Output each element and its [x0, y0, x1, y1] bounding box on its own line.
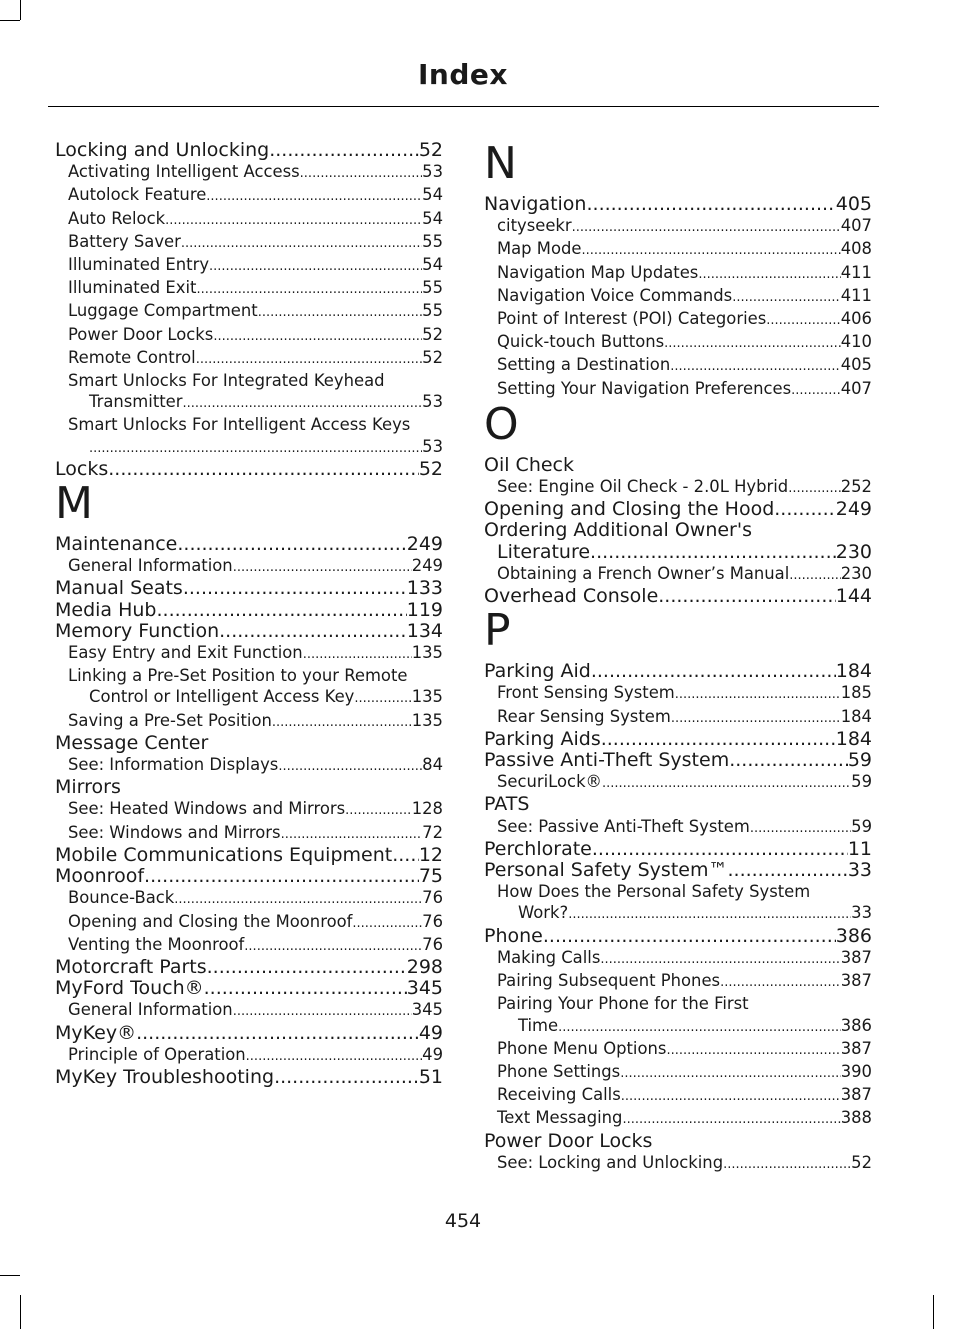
index-entry-heading: PATS — [484, 793, 530, 816]
index-entry[interactable]: Maintenance ..... 249 — [55, 534, 443, 555]
index-subentry[interactable]: Luggage Compartment ..... 55 — [55, 300, 443, 323]
index-subentry[interactable]: Point of Interest (POI) Categories ..... 406 — [484, 308, 872, 331]
index-subentry[interactable]: Phone Menu Options ..... 387 — [484, 1038, 872, 1061]
index-subentry[interactable]: Navigation Voice Commands ..... 411 — [484, 285, 872, 308]
index-subentry[interactable]: Obtaining a French Owner’s Manual ..... 230 — [484, 563, 872, 586]
index-subentry[interactable]: General Information ..... 249 — [55, 555, 443, 578]
index-column-left — [55, 140, 443, 1088]
crop-mark — [0, 20, 20, 21]
index-entry[interactable]: MyKey® ..... 49 — [55, 1023, 443, 1044]
index-entry[interactable]: MyFord Touch® ..... 345 — [55, 978, 443, 999]
index-entry[interactable]: Memory Function ..... 134 — [55, 621, 443, 642]
index-subentry-heading: Pairing Your Phone for the First — [497, 994, 749, 1014]
title-divider — [48, 106, 879, 107]
index-entry[interactable]: Navigation ..... 405 — [484, 194, 872, 215]
index-subentry[interactable]: Phone Settings ..... 390 — [484, 1061, 872, 1084]
index-subentry-heading: Smart Unlocks For Integrated Keyhead — [68, 371, 385, 391]
crop-mark — [933, 1295, 934, 1329]
section-letter: N — [484, 138, 517, 189]
section-letter: P — [484, 605, 511, 657]
index-entry[interactable]: Manual Seats ..... 133 — [55, 578, 443, 599]
index-subentry[interactable]: Opening and Closing the Moonroof ..... 76 — [55, 911, 443, 934]
page-number: 454 — [444, 1210, 482, 1232]
index-subentry[interactable]: See: Windows and Mirrors ..... 72 — [55, 822, 443, 845]
index-subentry-heading: Smart Unlocks For Intelligent Access Keys — [68, 415, 411, 435]
index-subentry[interactable]: Rear Sensing System ..... 184 — [484, 706, 872, 729]
section-letter: O — [484, 398, 519, 450]
index-entry[interactable]: Passive Anti-Theft System ..... 59 — [484, 750, 872, 771]
index-subentry[interactable]: Illuminated Entry ..... 54 — [55, 254, 443, 277]
crop-mark — [0, 1275, 20, 1276]
index-subentry[interactable]: Power Door Locks ..... 52 — [55, 324, 443, 347]
index-entry-heading: Ordering Additional Owner's — [484, 519, 752, 542]
index-entry-heading: Power Door Locks — [484, 1129, 653, 1152]
index-subentry[interactable]: ..... 53 — [55, 436, 443, 459]
index-subentry[interactable]: SecuriLock® ..... 59 — [484, 771, 872, 794]
index-entry[interactable]: Parking Aid ..... 184 — [484, 661, 872, 682]
index-subentry[interactable]: See: Engine Oil Check - 2.0L Hybrid ..... 252 — [484, 476, 872, 499]
index-subentry[interactable]: Remote Control ..... 52 — [55, 347, 443, 370]
index-subentry[interactable]: See: Heated Windows and Mirrors ..... 128 — [55, 798, 443, 821]
index-subentry[interactable]: cityseekr ..... 407 — [484, 215, 872, 238]
index-entry[interactable]: Motorcraft Parts ..... 298 — [55, 957, 443, 978]
index-subentry[interactable]: Navigation Map Updates ..... 411 — [484, 262, 872, 285]
index-entry[interactable]: Mobile Communications Equipment ..... 12 — [55, 845, 443, 866]
index-subentry[interactable]: See: Information Displays ..... 84 — [55, 754, 443, 777]
index-entry[interactable]: Media Hub ..... 119 — [55, 600, 443, 621]
index-subentry[interactable]: Front Sensing System ..... 185 — [484, 682, 872, 705]
index-entry[interactable]: Phone ..... 386 — [484, 926, 872, 947]
index-subentry[interactable]: General Information ..... 345 — [55, 999, 443, 1022]
index-subentry[interactable]: Activating Intelligent Access ..... 53 — [55, 161, 443, 184]
index-subentry-heading: How Does the Personal Safety System — [497, 882, 811, 902]
crop-mark — [20, 1295, 21, 1329]
page-title: Index — [418, 58, 508, 91]
index-subentry[interactable]: Easy Entry and Exit Function ..... 135 — [55, 642, 443, 665]
index-column-right — [484, 140, 872, 1175]
index-subentry[interactable]: Receiving Calls ..... 387 — [484, 1084, 872, 1107]
index-entry[interactable]: Perchlorate ..... 11 — [484, 839, 872, 860]
index-entry[interactable]: Overhead Console ..... 144 — [484, 586, 872, 607]
index-subentry-heading: Linking a Pre-Set Position to your Remote — [68, 666, 408, 686]
index-subentry[interactable]: See: Passive Anti-Theft System ..... 59 — [484, 816, 872, 839]
index-entry[interactable]: MyKey Troubleshooting ..... 51 — [55, 1067, 443, 1088]
index-entry[interactable]: Literature ..... 230 — [484, 542, 872, 563]
index-subentry[interactable]: Setting Your Navigation Preferences ..... 407 — [484, 378, 872, 401]
index-entry[interactable]: Parking Aids ..... 184 — [484, 729, 872, 750]
index-entry[interactable]: Locking and Unlocking ..... 52 — [55, 140, 443, 161]
index-subentry[interactable]: Illuminated Exit ..... 55 — [55, 277, 443, 300]
index-subentry[interactable]: Quick-touch Buttons ..... 410 — [484, 331, 872, 354]
index-subentry[interactable]: Setting a Destination ..... 405 — [484, 354, 872, 377]
index-subentry[interactable]: Map Mode ..... 408 — [484, 238, 872, 261]
index-subentry[interactable]: See: Locking and Unlocking ..... 52 — [484, 1152, 872, 1175]
index-entry[interactable]: Personal Safety System™ ..... 33 — [484, 860, 872, 881]
section-letter: M — [55, 478, 93, 530]
index-entry[interactable]: Opening and Closing the Hood ..... 249 — [484, 499, 872, 520]
index-subentry[interactable]: Autolock Feature ..... 54 — [55, 184, 443, 207]
index-entry-heading: Message Center — [55, 731, 209, 754]
index-entry-heading: Mirrors — [55, 776, 121, 799]
index-entry[interactable]: Locks ..... 52 — [55, 459, 443, 480]
index-subentry[interactable]: Venting the Moonroof ..... 76 — [55, 934, 443, 957]
index-subentry[interactable]: Control or Intelligent Access Key ..... 135 — [55, 686, 443, 709]
index-subentry[interactable]: Saving a Pre-Set Position ..... 135 — [55, 710, 443, 733]
crop-mark — [20, 0, 21, 20]
index-subentry[interactable]: Work? ..... 33 — [484, 902, 872, 925]
index-subentry[interactable]: Pairing Subsequent Phones ..... 387 — [484, 970, 872, 993]
index-subentry[interactable]: Battery Saver ..... 55 — [55, 231, 443, 254]
index-entry-heading: Oil Check — [484, 453, 574, 476]
index-entry[interactable]: Moonroof ..... 75 — [55, 866, 443, 887]
index-subentry[interactable]: Time ..... 386 — [484, 1015, 872, 1038]
index-subentry[interactable]: Transmitter ..... 53 — [55, 391, 443, 414]
index-subentry[interactable]: Making Calls ..... 387 — [484, 947, 872, 970]
index-subentry[interactable]: Auto Relock ..... 54 — [55, 208, 443, 231]
index-subentry[interactable]: Principle of Operation ..... 49 — [55, 1044, 443, 1067]
index-subentry[interactable]: Bounce-Back ..... 76 — [55, 887, 443, 910]
index-subentry[interactable]: Text Messaging ..... 388 — [484, 1107, 872, 1130]
